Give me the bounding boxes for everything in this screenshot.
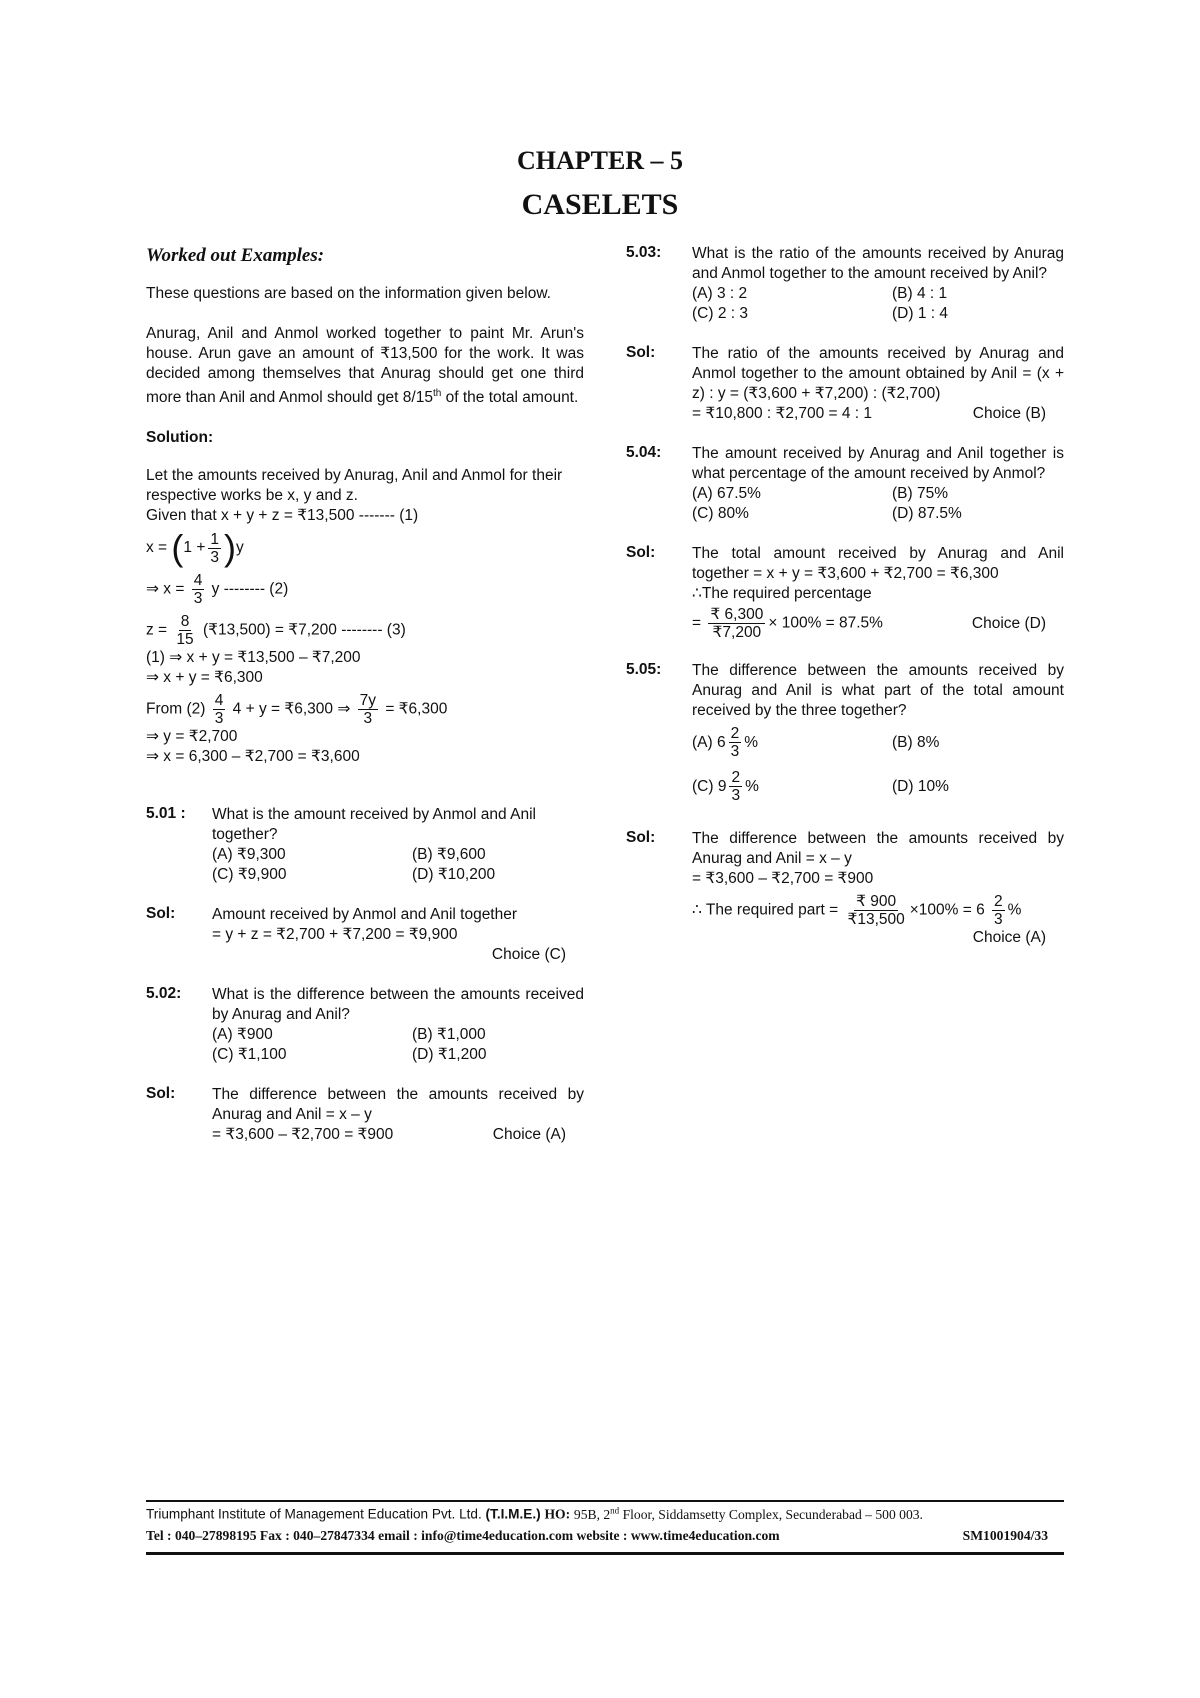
- solution-5-02: [146, 1085, 584, 1145]
- sol-line: = y + z = ₹2,700 + ₹7,200 = ₹9,900: [212, 926, 458, 944]
- question-text: The difference between the amounts received by Anurag and Anil is what part of the total amount received by the three together?: [692, 662, 1064, 719]
- question-number: 5.03:: [626, 244, 662, 261]
- question-5-05: [626, 661, 1064, 809]
- question-5-04: [626, 444, 1064, 524]
- equation-4: (1) ⇒ x + y = ₹13,500 – ₹7,200: [146, 649, 361, 667]
- given-line: Given that x + y + z = ₹13,500 ------- (1): [146, 507, 419, 525]
- question-number: 5.01 :: [146, 805, 186, 823]
- option-d: (D) ₹1,200: [412, 1046, 487, 1064]
- option-a: (A) 6 $\frac{2}{3}$ %: [692, 725, 759, 761]
- footer-rule-top: [146, 1500, 1064, 1502]
- sol-line: ∴The required percentage: [692, 585, 872, 602]
- choice: Choice (C): [491, 946, 566, 964]
- solution-5-04: [626, 544, 1064, 641]
- question-5-01: [146, 805, 584, 885]
- choice: Choice (B): [972, 405, 1046, 422]
- option-a: (A) ₹900: [212, 1026, 273, 1044]
- option-b: (B) 4 : 1: [892, 285, 948, 302]
- footer-line-1: Triumphant Institute of Management Education Pvt. Ltd. (T.I.M.E.) HO: 95B, 2nd Floor, Siddamsetty Complex, Secunderabad – 500 003.: [146, 1505, 923, 1522]
- option-c: (C) 9 $\frac{2}{3}$ %: [692, 769, 759, 805]
- option-d: (D) 87.5%: [892, 505, 962, 522]
- option-a: (A) 3 : 2: [692, 285, 748, 302]
- equation-8: ⇒ x = 6,300 – ₹2,700 = ₹3,600: [146, 748, 360, 766]
- footer-line-2: Tel : 040–27898195 Fax : 040–27847334 email : info@time4education.com website : www.time4education.com SM1001904/33: [146, 1528, 1048, 1543]
- question-text: What is the amount received by Anmol and Anil together?: [212, 806, 536, 844]
- option-d: (D) 1 : 4: [892, 305, 948, 322]
- footer-rule-bottom: [146, 1552, 1064, 1555]
- chapter-title: CASELETS: [521, 188, 679, 221]
- sol-line: = ₹3,600 – ₹2,700 = ₹900: [692, 870, 874, 887]
- equation-5: ⇒ x + y = ₹6,300: [146, 669, 263, 687]
- sol-line: The difference between the amounts received by Anurag and Anil = x – y: [212, 1086, 584, 1124]
- equation-7: ⇒ y = ₹2,700: [146, 728, 238, 746]
- question-number: 5.02:: [146, 985, 182, 1003]
- solution-5-05: [626, 829, 1064, 948]
- choice: Choice (A): [492, 1126, 566, 1144]
- options: [692, 484, 1064, 524]
- part-equation: ∴ The required part = $\frac{₹ 900}{₹13,500}$ ×100% = 6 $\frac{2}{3}$ %: [692, 893, 1022, 928]
- option-a: (A) 67.5%: [692, 485, 761, 502]
- choice: Choice (D): [971, 614, 1046, 632]
- question-text: What is the ratio of the amounts received by Anurag and Anmol together to the amount received by Anil?: [692, 245, 1064, 282]
- sol-line: Amount received by Anmol and Anil together: [212, 906, 518, 924]
- option-b: (B) 75%: [892, 485, 948, 502]
- question-text: The amount received by Anurag and Anil together is what percentage of the amount received by Anmol?: [692, 445, 1064, 482]
- percentage-equation: = $\frac{₹ 6,300}{₹7,200}$ × 100% = 87.5% Choice (D): [692, 606, 1046, 641]
- equation-2: ⇒ x = $\frac{4}{3}$ y -------- (2): [146, 572, 289, 608]
- document-code: SM1001904/33: [962, 1528, 1048, 1543]
- right-column: [626, 244, 1064, 968]
- option-c: (C) ₹1,100: [212, 1046, 287, 1064]
- let-line: Let the amounts received by Anurag, Anil and Anmol for their respective works be x, y and z.: [146, 467, 563, 505]
- choice: Choice (A): [972, 929, 1046, 946]
- option-d: (D) 10%: [892, 778, 949, 795]
- sol-line: The ratio of the amounts received by Anurag and Anmol together to the amount obtained by Anil = (x + z) : y = (₹3,600 + ₹7,200) : (₹2,700): [692, 345, 1064, 402]
- intro-text: These questions are based on the information given below.: [146, 285, 551, 302]
- solution-5-01: [146, 905, 584, 965]
- question-5-03: [626, 244, 1064, 324]
- sol-label: Sol:: [146, 1085, 176, 1103]
- option-b: (B) 8%: [892, 734, 940, 751]
- option-c: (C) 2 : 3: [692, 305, 748, 322]
- sol-line: = ₹10,800 : ₹2,700 = 4 : 1 Choice (B): [692, 405, 1046, 422]
- sol-label: Sol:: [626, 344, 656, 361]
- equation-1: x = (1 + $\frac{1}{3}$ )y: [146, 527, 244, 569]
- sol-label: Sol:: [626, 829, 656, 846]
- options: [692, 284, 1064, 324]
- option-d: (D) ₹10,200: [412, 866, 496, 884]
- case-text: Anurag, Anil and Anmol worked together to paint Mr. Arun's house. Arun gave an amount of ₹13,500 for the work. It was decided among themselves that Anurag should get one third more than Anil and Anmol should get 8/15th of the total amount.: [146, 325, 584, 407]
- option-b: (B) ₹9,600: [412, 846, 486, 864]
- question-text: What is the difference between the amounts received by Anurag and Anil?: [212, 986, 584, 1024]
- solution-heading: Solution:: [146, 429, 214, 447]
- sol-label: Sol:: [626, 544, 656, 561]
- sol-line: = ₹3,600 – ₹2,700 = ₹900 Choice (A): [212, 1126, 566, 1144]
- option-c: (C) ₹9,900: [212, 866, 287, 884]
- chapter-number: CHAPTER – 5: [516, 146, 684, 175]
- equation-3: z = $\frac{8}{15}$ (₹13,500) = ₹7,200 -------- (3): [146, 613, 406, 649]
- question-number: 5.05:: [626, 661, 662, 678]
- question-5-02: [146, 985, 584, 1065]
- left-column: [146, 246, 584, 1165]
- option-b: (B) ₹1,000: [412, 1026, 486, 1044]
- options: [692, 721, 1064, 809]
- option-a: (A) ₹9,300: [212, 846, 286, 864]
- solution-5-03: [626, 344, 1064, 424]
- sol-line: The total amount received by Anurag and Anil together = x + y = ₹3,600 + ₹2,700 = ₹6,300: [692, 545, 1064, 582]
- options: [212, 1025, 584, 1065]
- options: [212, 845, 584, 885]
- option-c: (C) 80%: [692, 505, 749, 522]
- question-number: 5.04:: [626, 444, 662, 461]
- worked-examples-heading: Worked out Examples:: [146, 245, 325, 266]
- sol-line: The difference between the amounts received by Anurag and Anil = x – y: [692, 830, 1064, 867]
- equation-6: From (2) $\frac{4}{3}$ 4 + y = ₹6,300 ⇒ $\frac{7y}{3}$ = ₹6,300: [146, 692, 448, 728]
- sol-label: Sol:: [146, 905, 176, 923]
